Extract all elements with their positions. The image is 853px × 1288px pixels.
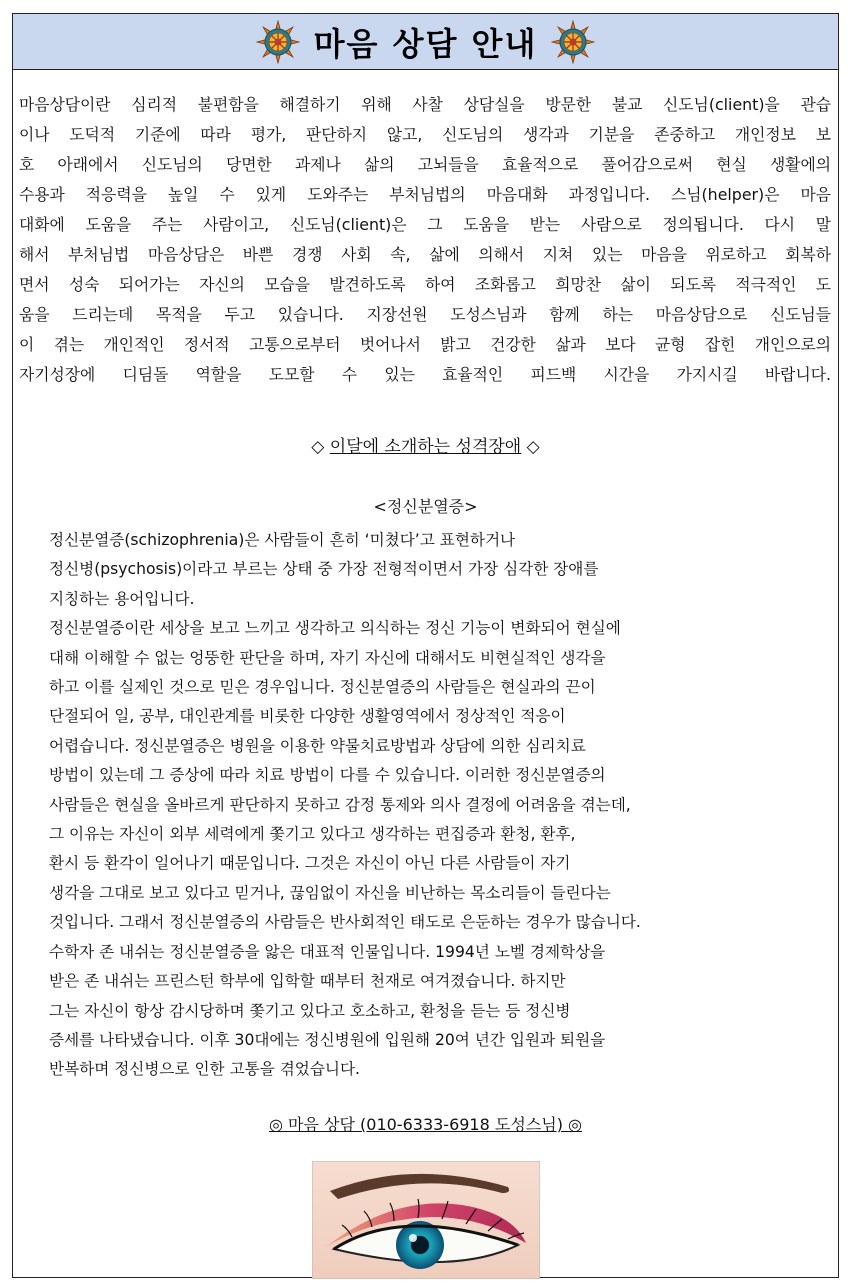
intro-line: 이 겪는 개인적인 정서적 고통으로부터 벗어나서 밝고 건강한 삶과 보다 균형 잡힌 개인으로의: [19, 335, 831, 354]
title-bar: [13, 14, 838, 70]
intro-paragraph: [19, 90, 831, 390]
article-line: 환시 등 환각이 일어나기 때문입니다. 그것은 자신이 아닌 다른 사람들이 자기: [49, 854, 571, 873]
article-line: 방법이 있는데 그 증상에 따라 치료 방법이 다를 수 있습니다. 이러한 정신분열증의: [49, 766, 606, 785]
dharma-wheel-icon: [256, 20, 300, 64]
eye-illustration: [312, 1161, 540, 1279]
intro-line: 해서 부처님법 마음상담은 바쁜 경쟁 사회 속, 삶에 의해서 지쳐 있는 마음을 위로하고 회복하: [19, 245, 831, 264]
contact-line: ◎ 마음 상담 (010-6333-6918 도성스님) ◎: [268, 1115, 582, 1134]
intro-line: 자기성장에 디딤돌 역할을 도모할 수 있는 효율적인 피드백 시간을 가지시길 바랍니다.: [19, 365, 831, 384]
article-line: 지칭하는 용어입니다.: [49, 589, 195, 608]
diamond-icon: ◇: [526, 437, 540, 457]
article-line: 단절되어 일, 공부, 대인관계를 비롯한 다양한 생활영역에서 정상적인 적응이: [49, 707, 566, 726]
intro-line: 면서 성숙 되어가는 자신의 모습을 발견하도록 하여 조화롭고 희망찬 삶이 되도록 적극적인 도: [19, 275, 831, 294]
intro-line: 움을 드리는데 목적을 두고 있습니다. 지장선원 도성스님과 함께 하는 마음상담으로 신도님들: [19, 305, 831, 324]
article-line: 생각을 그대로 보고 있다고 믿거나, 끊임없이 자신을 비난하는 목소리들이 들린다는: [49, 883, 611, 902]
article-line: 증세를 나타냈습니다. 이후 30대에는 정신병원에 입원해 20여 년간 입원과 퇴원을: [49, 1030, 606, 1049]
intro-line: 이나 도덕적 기준에 따라 평가, 판단하지 않고, 신도님의 생각과 기분을 존중하고 개인정보 보: [19, 125, 831, 144]
intro-line: 대화에 도움을 주는 사람이고, 신도님(client)은 그 도움을 받는 사람으로 정의됩니다. 다시 말: [19, 215, 831, 234]
article-line: 정신병(psychosis)이라고 부르는 상태 중 가장 전형적이면서 가장 심각한 장애를: [49, 560, 599, 579]
dharma-wheel-icon: [551, 20, 595, 64]
article-line: 그는 자신이 항상 감시당하며 쫓기고 있다고 호소하고, 환청을 듣는 등 정신병: [49, 1001, 571, 1020]
article-line: 어렵습니다. 정신분열증은 병원을 이용한 약물치료방법과 상담에 의한 심리치료: [49, 736, 586, 755]
article-line: 사람들은 현실을 올바르게 판단하지 못하고 감정 통제와 의사 결정에 어려움을 겪는데,: [49, 795, 631, 814]
article-line: 것입니다. 그래서 정신분열증의 사람들은 반사회적인 태도로 은둔하는 경우가 많습니다.: [49, 913, 641, 932]
article-line: 반복하며 정신병으로 인한 고통을 겪었습니다.: [49, 1060, 360, 1079]
article-line: 하고 이를 실제인 것으로 믿은 경우입니다. 정신분열증의 사람들은 현실과의 끈이: [49, 678, 596, 697]
article-line: 정신분열증이란 세상을 보고 느끼고 생각하고 의식하는 정신 기능이 변화되어 현실에: [49, 619, 621, 638]
newsletter-frame: [12, 13, 839, 1278]
page-title: 마음 상담 안내: [313, 24, 538, 63]
section-heading-text: 이달에 소개하는 성격장애: [329, 437, 522, 457]
diamond-icon: ◇: [311, 437, 325, 457]
intro-line: 마음상담이란 심리적 불편함을 해결하기 위해 사찰 상담실을 방문한 불교 신도님(client)을 관습: [19, 95, 831, 114]
section-heading: [13, 432, 838, 457]
article-line: 정신분열증(schizophrenia)은 사람들이 흔히 ‘미쳤다’고 표현하거나: [49, 531, 516, 549]
article-subtitle: <정신분열증>: [373, 497, 478, 516]
article-body: [49, 526, 819, 1085]
intro-line: 호 아래에서 신도님의 당면한 과제나 삶의 고뇌들을 효율적으로 풀어감으로써 현실 생활에의: [19, 155, 831, 174]
article-line: 수학자 존 내쉬는 정신분열증을 앓은 대표적 인물입니다. 1994년 노벨 경제학상을: [49, 942, 606, 961]
intro-line: 수용과 적응력을 높일 수 있게 도와주는 부처님법의 마음대화 과정입니다. 스님(helper)은 마음: [19, 185, 831, 204]
article-line: 대해 이해할 수 없는 엉뚱한 판단을 하며, 자기 자신에 대해서도 비현실적인 생각을: [49, 648, 606, 667]
article-line: 받은 존 내쉬는 프린스턴 학부에 입학할 때부터 천재로 여겨졌습니다. 하지만: [49, 972, 566, 991]
article-line: 그 이유는 자신이 외부 세력에게 쫓기고 있다고 생각하는 편집증과 환청, 환후,: [49, 825, 576, 844]
